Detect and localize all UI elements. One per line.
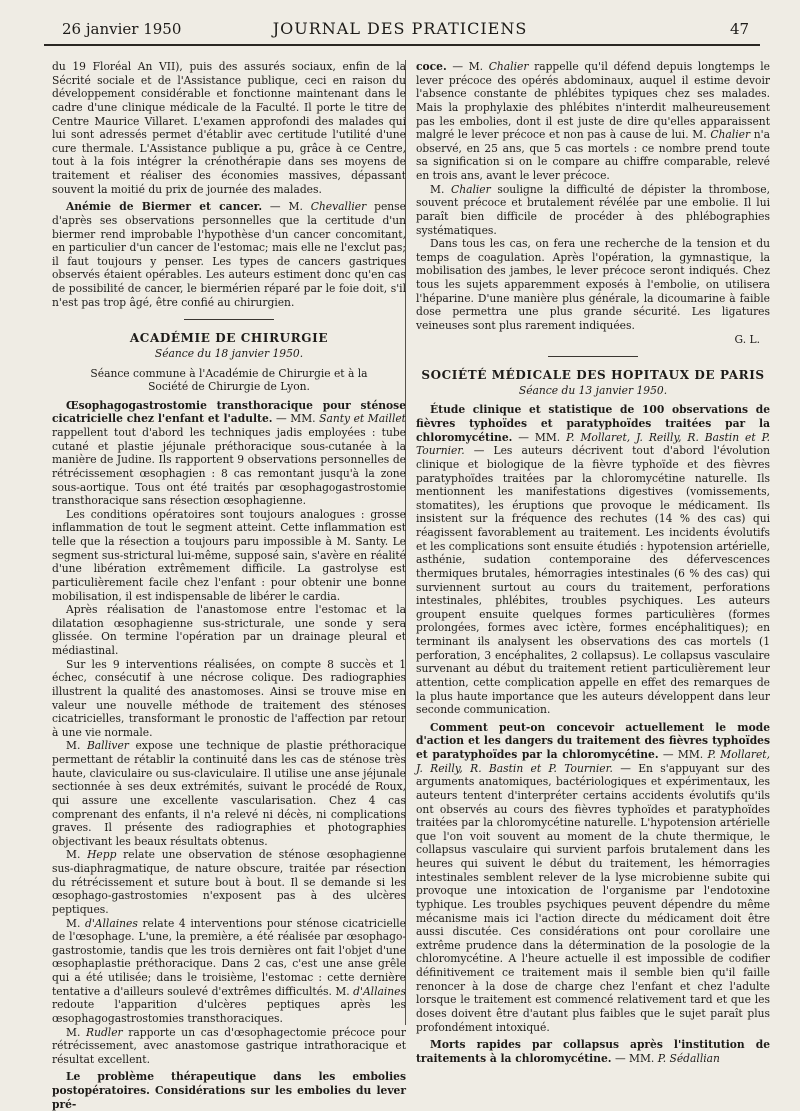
article-title: Anémie de Biermer et cancer. — [66, 200, 263, 214]
author: Chalier — [710, 128, 751, 142]
paragraph-text: relate 4 interventions pour sténose cicatricielle de l'œsophage. L'une, la première, a été réalisée par œsophago-gastrostomie, tandis que les trois dernières ont fait l'objet d'une œsophaplastie préthoracique. Dans 2 cas, c'est une anse grêle qui a été utilisée; dans le troisième, l'estomac : cette dernière tentative a d'ailleurs soulevé d'extrêmes difficultés. M. — [52, 916, 406, 998]
article-title: Morts rapides par collapsus après l'institution de traitements à la chloromycétine. — [416, 1038, 770, 1065]
paragraph-text: — En s'appuyant sur des arguments anatomiques, bactériologiques et expérimentaux, les auteurs tentent d'interpréter certains accidents évolutifs qu'ils ont observés au cours des fièvres typhoïdes et paratyphoïdes traitées par la chloromycétine naturelle. L'hypotension artérielle que l'on voit souvent au moment de la chute thermique, le collapsus vasculaire qui survient parfois brutalement dans les heures qui suivent le début du traitement, les hémorragies intestinales semblent relever de la lyse microbienne subite qui provoque une intoxication de l'organisme par l'endotoxine typhique. Les troubles psychiques peuvent dépendre du même mécanisme mais ici l'action directe du médicament doit être aussi discutée. Ces considérations ont pour corollaire une extrême prudence dans la détermination de la posologie de la chloromycétine. A l'heure actuelle il est impossible de codifier définitivement ce traitement mais il semble bien qu'il faille renoncer à la dose de charge chez l'enfant et chez l'adulte lorsque le traitement est commencé relativement tard et que les doses doivent être d'autant plus faibles que le sujet paraît plus profondément intoxiqué. — [416, 761, 770, 1034]
paragraph: Dans tous les cas, on fera une recherche de la tension et du temps de coagulation. Après l'opération, la gymnastique, la mobilisation des jambes, le lever précoce seront indiqués. Chez tous les sujets apparemment exposés à l'embolie, on utilisera l'héparine. D'une manière plus générale, la dicoumarine à faible dose permettra une plus grande sécurité. Les ligatures veineuses sont plus rarement indiquées. — [416, 237, 770, 332]
author: P. Sédallian — [657, 1051, 720, 1065]
author: P. Mollaret, J. Reilly, R. Bastin et P. Tournier. — [416, 430, 770, 458]
paragraph-morts — [416, 1038, 770, 1065]
section-title: ACADÉMIE DE CHIRURGIE — [129, 331, 329, 346]
author: Santy et Maillet — [319, 412, 406, 426]
paragraph-etude — [416, 403, 770, 716]
paragraph-chalier-2 — [416, 183, 770, 238]
journal-title: JOURNAL DES PRATICIENS — [272, 19, 528, 38]
paragraph-text: rappellent tout d'abord les techniques jadis employées : tube cutané et plastie jéjunale préthoracique sous-cutanée à la manière de Judine. Ils rapportent 9 observations personnelles de rétrécissement œsophagien : 8 cas remontant jusqu'à la zone sous-aortique. Tous ont été traités par œsophagogastrostomie transthoracique sans résection œsophagienne. — [52, 426, 406, 508]
signature: G. L. — [734, 332, 760, 346]
header-rule — [44, 44, 760, 46]
paragraph-text: — Les auteurs décrivent tout d'abord l'évolution clinique et biologique de la fièvre typhoïde et des fièvres paratyphoïdes traitées par la chloromycétine naturelle. Ils mentionnent les manifestations digestives (vomissements, stomatites), les éruptions que provoque le médicament. Ils insistent sur la fréquence des rechutes (14 % des cas) qui réagissent favorablement au traitement. Les incidents évolutifs et les complications sont ensuite étudiés : hypotension artérielle, asthénie, sudation contemporaine des défervescences thermiques brutales, hémorragies intestinales (6 % des cas) qui surviennent surtout au cours du traitement, perforations intestinales, phlébites, troubles psychiques. Les auteurs groupent ensuite quelques formes particulières (formes prolongées, formes avec ictère, formes encéphalitiques); en terminant ils analysent les observations des cas mortels (1 perforation, 3 encéphalites, 2 collapsus). Le collapsus vasculaire survenant au début du traitement retient particulièrement leur attention, cette complication appelle en effet des remarques de la plus haute importance que les auteurs développent dans leur seconde communication. — [416, 444, 770, 717]
dash: — MM. — [611, 1051, 658, 1065]
dash: — MM. — [658, 748, 708, 761]
paragraph-text: rapporte un cas d'œsophagectomie précoce pour rétrécissement, avec anastomose gastrique intrathoracique et résultat excellent. — [52, 1025, 406, 1066]
dash: — MM. — [272, 412, 320, 426]
separator-rule — [184, 319, 274, 320]
paragraph-text: n'a observé, en 25 ans, que 5 cas mortels : ce nombre prend toute sa signification si on le compare au chiffre comparable, relevé en trois ans, avant le lever précoce. — [416, 128, 770, 182]
separator-rule — [548, 356, 638, 357]
article-title: Le problème thérapeutique dans les embolies postopératoires. Considérations sur les embolies du lever pré- — [52, 1070, 406, 1111]
author: Chevallier — [310, 200, 367, 214]
paragraph: Sur les 9 interventions réalisées, on compte 8 succès et 1 échec, consécutif à une nécrose colique. Des radiographies illustrent la qualité des anastomoses. Ainsi se trouve mise en valeur une nouvelle méthode de traitement des sténoses cicatricielles, transformant le pronostic de l'affection par retour à une vie normale. — [52, 657, 406, 739]
page-number: 47 — [730, 20, 750, 38]
prefix: M. — [66, 916, 85, 930]
author: Rudler — [86, 1025, 123, 1039]
paragraph-text: redoute l'apparition d'ulcères peptiques après les œsophagogastrostomies transthoraciques. — [52, 998, 406, 1025]
paragraph-text: pense d'après ses observations personnelles que la certitude d'un biermer rend improbable l'hypothèse d'un cancer concomitant, en particulier d'un cancer de l'estomac; mais elle ne l'exclut pas; il faut toujours y penser. Les types de cancers gastriques observés étaient opérables. Les auteurs estiment donc qu'en cas de possibilité de cancer, le biermérien réparé par le foie doit, s'il n'est pas trop âgé, être confié au chirurgien. — [52, 200, 406, 309]
right-column — [416, 60, 770, 1065]
paragraph: Après réalisation de l'anastomose entre l'estomac et la dilatation œsophagienne sus-stricturale, une sonde y sera glissée. On termine l'opération par un drainage pleural et médiastinal. — [52, 603, 406, 657]
prefix: M. — [66, 739, 87, 753]
article-title: Comment peut-on concevoir actuellement le mode d'action et les dangers du traitement des fièvres typhoïdes et paratyphoïdes par la chloromycétine. — [416, 720, 770, 761]
article-title-end: coce. — [416, 60, 447, 73]
author: Chalier — [451, 182, 491, 196]
section-title: SOCIÉTÉ MÉDICALE DES HOPITAUX DE PARIS — [421, 368, 765, 383]
prefix: M. — [66, 1025, 87, 1039]
author: d'Allaines — [353, 984, 406, 998]
paragraph-embolies — [52, 1070, 406, 1111]
session-date: Séance du 13 janvier 1950. — [518, 383, 668, 397]
paragraph-comment — [416, 721, 770, 1034]
paragraph: Les conditions opératoires sont toujours analogues : grosse inflammation de tout le segment atteint. Cette inflammation est telle que la résection a toujours paru impossible à M. Santy. Le segment sus-strictural lui-même, supposé sain, s'avère en réalité d'une libération extrêmement difficile. La gastrolyse est particulièrement facile chez l'enfant : pour obtenir une bonne mobilisation, il est indispensable de libérer le cardia. — [52, 507, 406, 603]
paragraph-chalier — [416, 60, 770, 183]
paragraph-text: expose une technique de plastie préthoracique permettant de rétablir la continuité dans les cas de sténose très haute, claviculaire ou sus-claviculaire. Il utilise une anse jéjunale sectionnée à ses deux extrémités, suivant le procédé de Roux, qui assure une excellente vascularisation. Chez 4 cas comprenant des enfants, il n'a relevé ni décès, ni complications graves. Il présente des radiographies et photographies objectivant les beaux résultats obtenus. — [52, 739, 406, 848]
article-title: Œsophagogastrostomie transthoracique pour sténose cicatricielle chez l'enfant et l'adulte. — [52, 398, 406, 426]
paragraph-text: souligne la difficulté de dépister la thrombose, souvent précoce et brutalement révélée par une embolie. Il lui paraît bien difficile de procéder à des phlébographies systématiques. — [416, 182, 770, 237]
paragraph-text: rappelle qu'il défend depuis longtemps le lever précoce des opérés abdominaux, auquel il estime devoir l'absence constante de phlébites typiques chez ses malades. Mais la prophylaxie des phlébites n'interdit malheureusement pas les embolies, dont il est juste de dire qu'elles apparaissent malgré le lever précoce et non pas à cause de lui. M. — [416, 60, 770, 142]
paragraph-dallaines — [52, 917, 406, 1026]
dash: — M. — [262, 200, 311, 214]
author: Chalier — [488, 60, 529, 73]
paragraph-balliv — [52, 739, 406, 848]
author: d'Allaines — [84, 916, 138, 930]
paragraph-anemie — [52, 200, 406, 309]
paragraph: du 19 Floréal An VII), puis des assurés sociaux, enfin de la Sécrité sociale et de l'Assistance publique, ceci en raison du développement considérable et fonctionne maintenant dans le cadre d'une clinique médicale de la Faculté. Il porte le titre de Centre Maurice Villaret. L'examen approfondi des malades qui lui sont adressés permet d'établir avec certitude l'utilité d'une cure thermale. L'Assistance publique a pu, grâce à ce Centre, tout à la fois intégrer la crénothérapie dans ses moyens de traitement et réaliser des économies massives, dépassant souvent la moitié du prix de journée des malades. — [52, 60, 406, 196]
dash: — MM. — [512, 430, 567, 444]
session-date: Séance du 18 janvier 1950. — [154, 346, 304, 360]
session-line: Société de Chirurgie de Lyon. — [148, 380, 310, 394]
paragraph-oeso — [52, 399, 406, 508]
author: P. Mollaret, J. Reilly, R. Bastin et P. Tournier. — [416, 748, 770, 775]
author: Balliver — [86, 739, 129, 753]
issue-date: 26 janvier 1950 — [62, 20, 182, 38]
dash: — M. — [446, 60, 489, 73]
left-column — [52, 60, 406, 1111]
paragraph-hepp — [52, 848, 406, 916]
prefix: M. — [430, 182, 452, 196]
author: Hepp — [87, 848, 117, 862]
article-title: Étude clinique et statistique de 100 observations de fièvres typhoïdes et paratyphoïdes traitées par la chloromycétine. — [416, 403, 770, 444]
session-line: Séance commune à l'Académie de Chirurgie et à la — [90, 366, 368, 380]
page-header — [0, 0, 800, 46]
paragraph-rudler — [52, 1026, 406, 1067]
paragraph-text: relate une observation de sténose œsophagienne sus-diaphragmatique, de nature obscure, traitée par résection du rétrécissement et suture bout à bout. Il se demande si les œsophago-gastrostomies n'exposent pas à des ulcères peptiques. — [52, 848, 406, 916]
prefix: M. — [66, 848, 88, 862]
